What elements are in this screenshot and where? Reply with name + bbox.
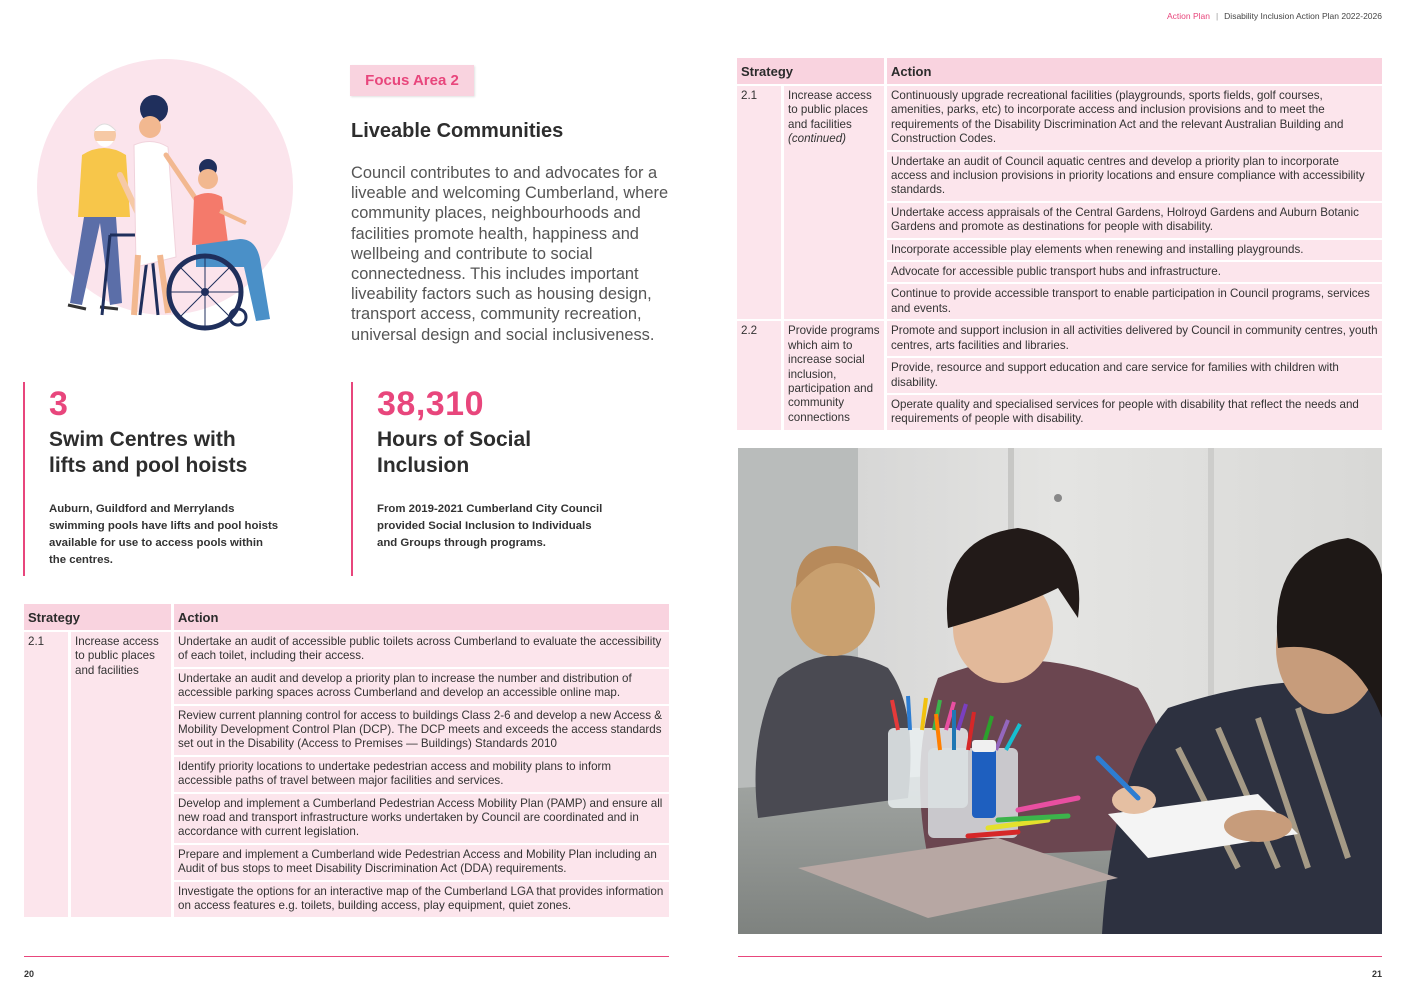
focus-area-badge: Focus Area 2 — [350, 65, 474, 96]
strategy-text: Provide programs which aim to increase social inclusion, participation and community connections — [784, 321, 884, 429]
stat-swim-centres — [23, 382, 343, 576]
strategy-action-table-left — [21, 602, 672, 919]
action-cell: Undertake an audit of accessible public toilets across Cumberland to evaluate the accessibility of each toilet, including their access. — [174, 632, 669, 667]
page-number-right: 21 — [1371, 969, 1382, 979]
header-document-title: Disability Inclusion Action Plan 2022-2026 — [1224, 11, 1382, 21]
focus-area-title: Liveable Communities — [351, 120, 564, 142]
action-cell: Operate quality and specialised services for people with disability that reflect the needs and requirements of people with disability. — [887, 395, 1382, 430]
table-row — [737, 86, 1382, 150]
art-class-photo — [738, 448, 1382, 934]
action-cell: Undertake an audit and develop a priority plan to increase the number and distribution of accessible parking spaces across Cumberland and develop an accessible online map. — [174, 669, 669, 704]
strategy-continued-note: (continued) — [788, 132, 847, 146]
stat-number: 3 — [49, 385, 69, 423]
inclusion-illustration — [30, 55, 300, 335]
strategy-number: 2.1 — [737, 86, 781, 319]
action-cell: Review current planning control for access to buildings Class 2-6 and develop a new Access & Mobility Development Control Plan (DCP). The DCP meets and exceeds the access standards set out in the Disability (Access to Premises — Buildings) Standards 2010 — [174, 706, 669, 755]
action-cell: Identify priority locations to undertake pedestrian access and mobility plans to inform accessible paths of travel between major facilities and services. — [174, 757, 669, 792]
action-cell: Advocate for accessible public transport hubs and infrastructure. — [887, 262, 1382, 282]
header-section: Action Plan — [1166, 11, 1210, 21]
strategy-action-table-right — [734, 56, 1385, 432]
table-header-row — [24, 604, 669, 630]
action-header: Action — [174, 604, 669, 630]
action-cell: Prepare and implement a Cumberland wide Pedestrian Access and Mobility Plan including an Audit of bus stops to meet Disability Discrimination Act (DDA) requirements. — [174, 845, 669, 880]
strategy-header: Strategy — [737, 58, 884, 84]
table-row — [24, 632, 669, 667]
running-header — [1167, 11, 1382, 21]
action-cell: Provide, resource and support education and care service for families with children with disability. — [887, 358, 1382, 393]
header-divider: | — [1215, 11, 1219, 21]
stat-description: Auburn, Guildford and Merrylands swimming pools have lifts and pool hoists available for use to access pools within the centres. — [49, 503, 279, 566]
stat-label: Hours of Social Inclusion — [377, 428, 532, 477]
stat-social-inclusion-hours — [351, 382, 671, 576]
focus-area-description: Council contributes to and advocates for a liveable and welcoming Cumberland, where community places, neighbourhoods and facilities promote health, happiness and wellbeing and contribute to social connectedness. This includes important liveability factors such as housing design, transport access, community recreation, universal design and social inclusiveness. — [351, 164, 669, 344]
action-cell: Continuously upgrade recreational facilities (playgrounds, sports fields, golf courses, amenities, parks, etc) to incorporate access and inclusion provisions and to meet the requirements of the Disability Discrimination Act and the relevant Australian Building and Construction Codes. — [887, 86, 1382, 150]
action-header: Action — [887, 58, 1382, 84]
footer-rule-left — [24, 956, 669, 957]
stat-description: From 2019-2021 Cumberland City Council provided Social Inclusion to Individuals and Groups through programs. — [377, 503, 603, 549]
page-number-left: 20 — [24, 969, 35, 979]
action-cell: Incorporate accessible play elements when renewing and installing playgrounds. — [887, 240, 1382, 260]
action-cell: Undertake access appraisals of the Central Gardens, Holroyd Gardens and Auburn Botanic Gardens and promote as destinations for people with disability. — [887, 203, 1382, 238]
action-cell: Investigate the options for an interactive map of the Cumberland LGA that provides information on access features e.g. toilets, building access, play equipment, quiet zones. — [174, 882, 669, 917]
strategy-header: Strategy — [24, 604, 171, 630]
table-header-row — [737, 58, 1382, 84]
action-cell: Promote and support inclusion in all activities delivered by Council in community centres, youth centres, arts facilities and libraries. — [887, 321, 1382, 356]
table-row — [737, 321, 1382, 356]
stat-number: 38,310 — [377, 385, 484, 423]
strategy-text — [784, 86, 884, 319]
footer-rule-right — [738, 956, 1382, 957]
strategy-number: 2.2 — [737, 321, 781, 429]
strategy-label: Increase access to public places and facilities — [788, 89, 872, 131]
stat-label: Swim Centres with lifts and pool hoists — [49, 428, 248, 477]
strategy-number: 2.1 — [24, 632, 68, 917]
action-cell: Develop and implement a Cumberland Pedestrian Access Mobility Plan (PAMP) and ensure all new road and transport infrastructure works undertaken by Council are coordinated and in accordance with current legislation. — [174, 794, 669, 843]
action-cell: Continue to provide accessible transport to enable participation in Council programs, services and events. — [887, 284, 1382, 319]
strategy-text: Increase access to public places and facilities — [71, 632, 171, 917]
action-cell: Undertake an audit of Council aquatic centres and develop a priority plan to incorporate access and inclusion provisions in priority locations and ensure compliance with accessibility standards. — [887, 152, 1382, 201]
